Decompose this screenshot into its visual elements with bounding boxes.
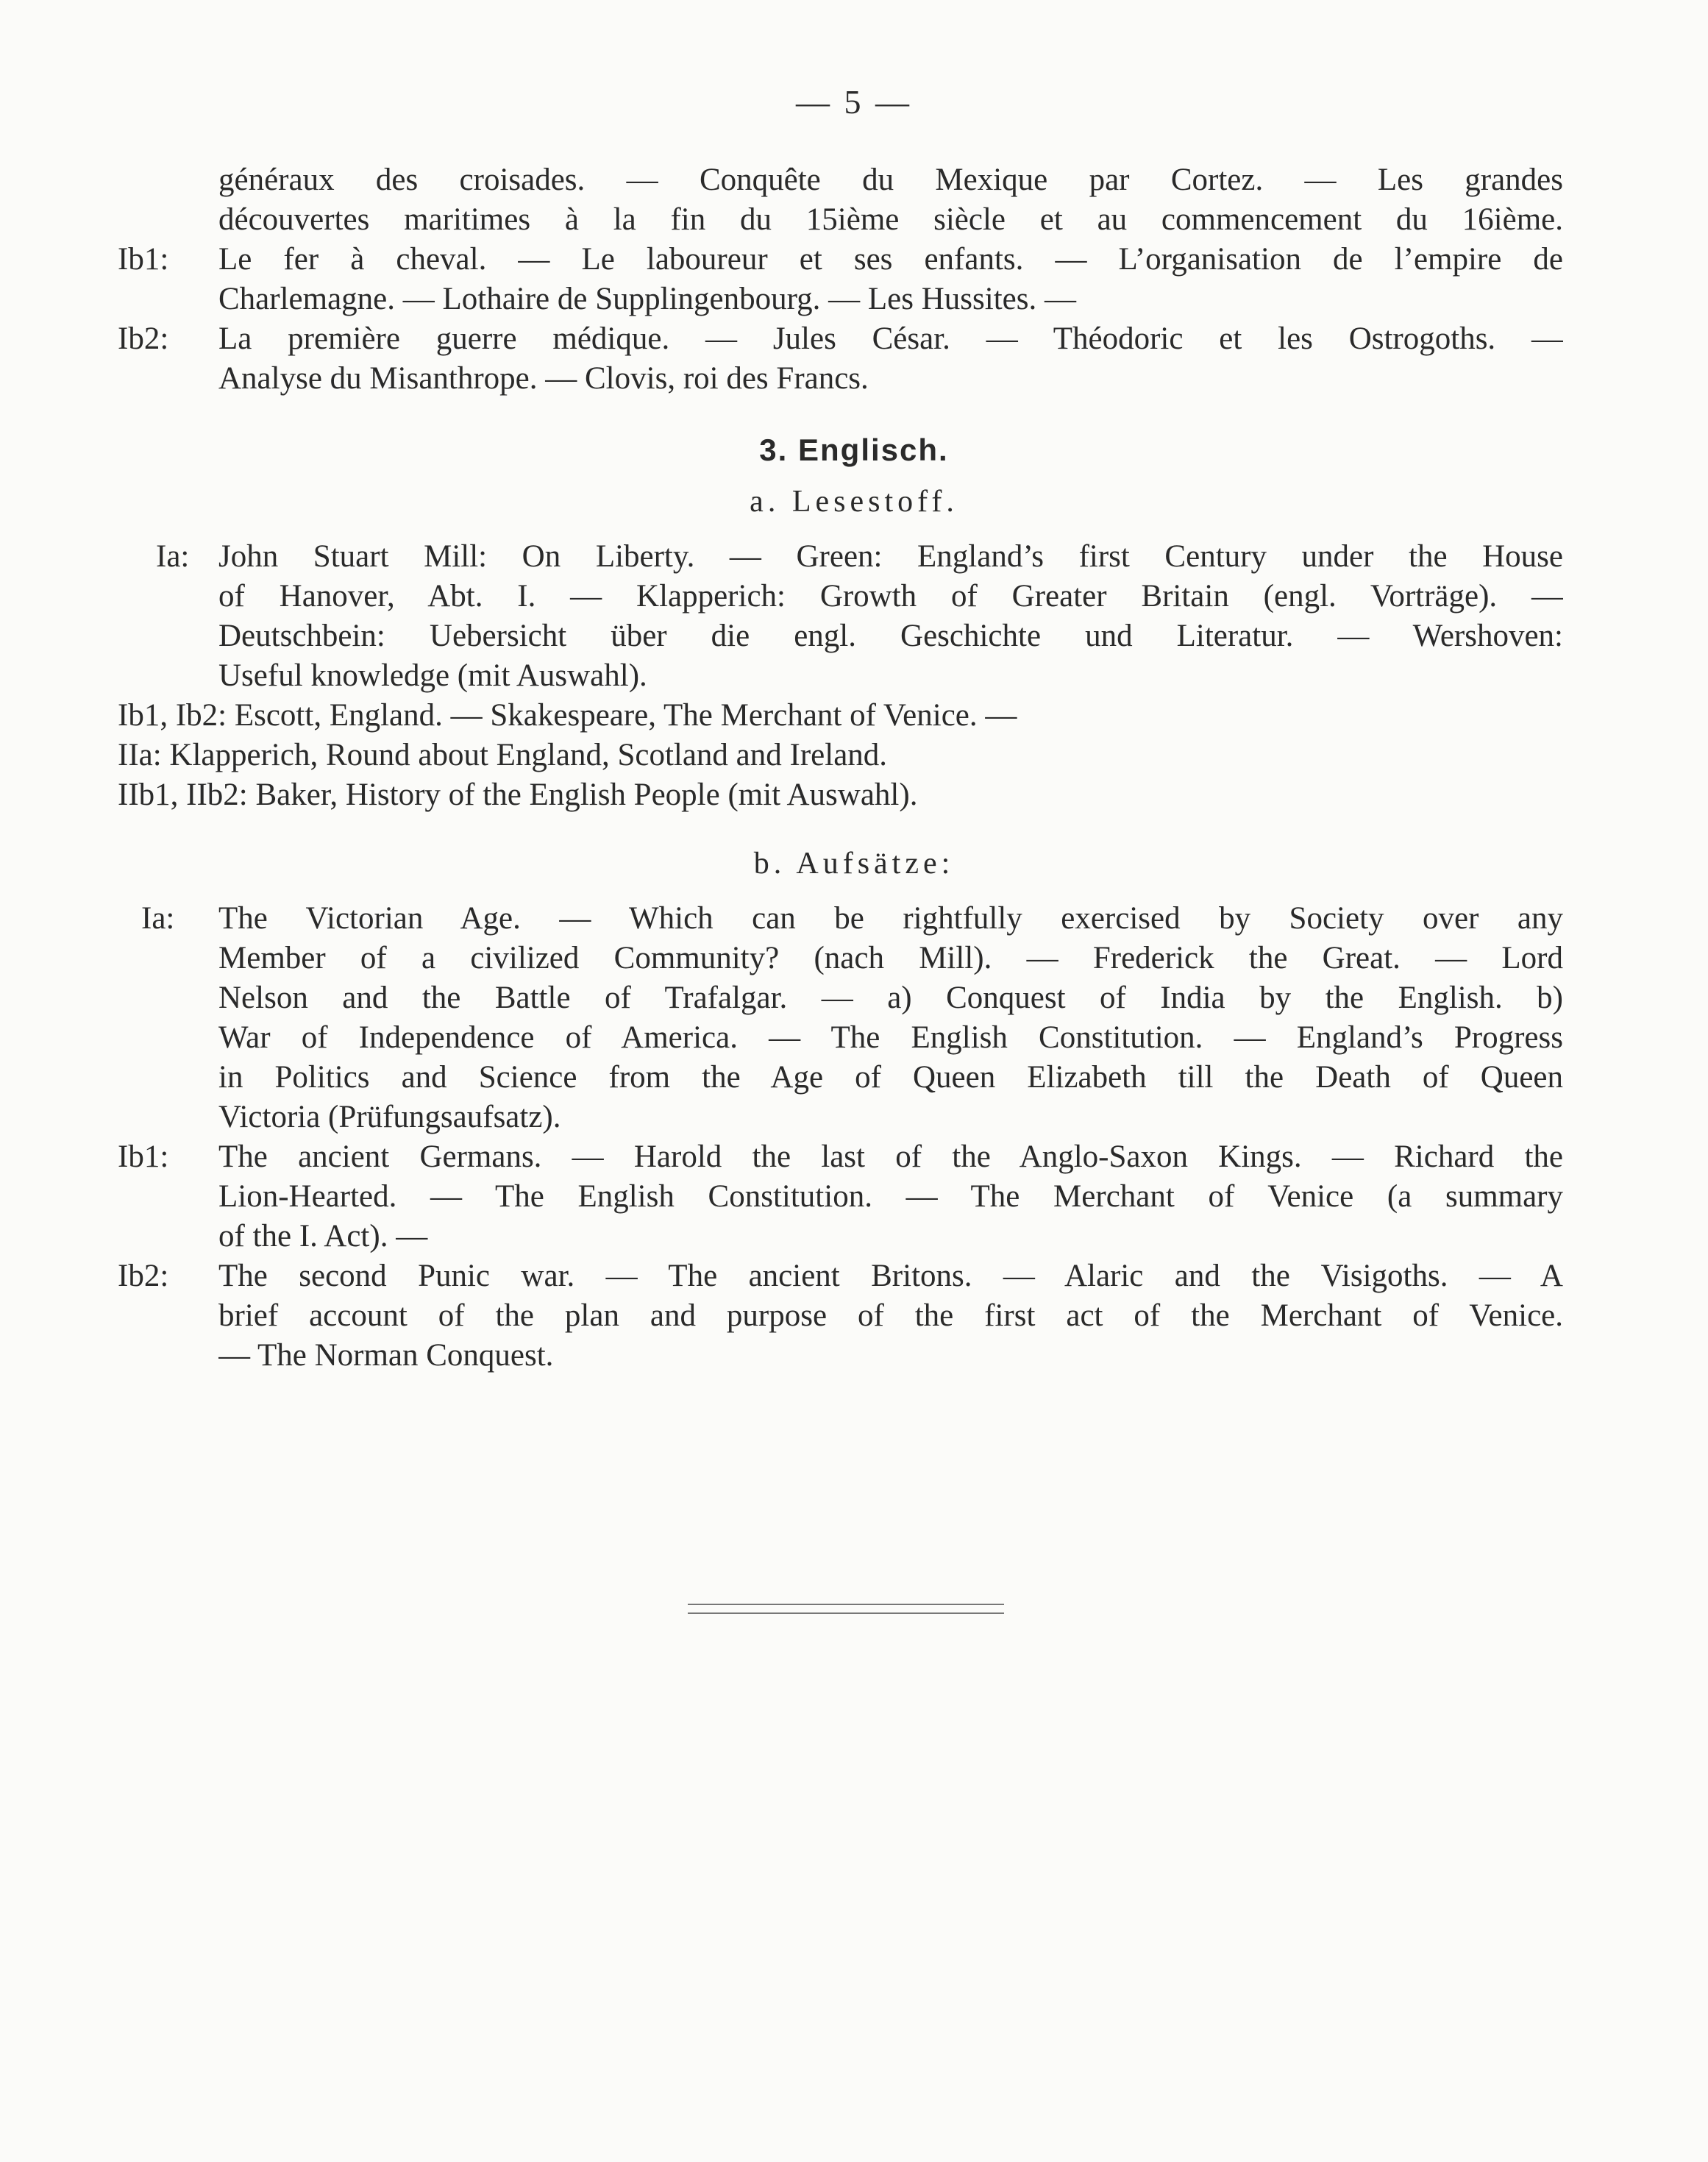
text-line: — The Norman Conquest. [218,1338,554,1373]
class-label: Ib1: [118,1139,169,1174]
text-line: in Politics and Science from the Age of Queen Elizabeth till the Death of Queen [218,1060,1563,1095]
text-line: The ancient Germans. — Harold the last of the Anglo-Saxon Kings. — Richard the [218,1139,1563,1174]
english-essay-list [118,899,1563,1376]
text-line: Useful knowledge (mit Auswahl). [218,658,647,693]
text-line: John Stuart Mill: On Liberty. — Green: England’s first Century under the House [218,539,1563,574]
text-line: Analyse du Misanthrope. — Clovis, roi des Francs. [218,361,869,396]
class-entry [118,1137,1563,1256]
text-line: of Hanover, Abt. I. — Klapperich: Growth of Greater Britain (engl. Vorträge). — [218,579,1563,614]
text-line: Le fer à cheval. — Le laboureur et ses enfants. — L’organisation de l’empire de [218,242,1563,277]
class-entry [118,537,1563,696]
class-entry [118,736,1563,775]
class-entry [118,696,1563,736]
text-line: Klapperich, Round about England, Scotland and Ireland. [169,738,888,772]
subsection-heading-essays: b. Aufsätze: [753,847,955,881]
text-line: of the I. Act). — [218,1219,428,1254]
french-reading-continuation [118,160,1563,399]
class-label: Ia: [141,901,175,936]
section-heading: 3. Englisch. [759,433,949,467]
class-entry [118,240,1563,319]
text-line: Victoria (Prüfungsaufsatz). [218,1100,561,1134]
text-line: The second Punic war. — The ancient Britons. — Alaric and the Visigoths. — A [218,1259,1563,1293]
text-line: Escott, England. — Skakespeare, The Merchant of Venice. — [234,698,1017,733]
class-label: Ib2: [118,321,169,356]
text-line: War of Independence of America. — The English Constitution. — England’s Progress [218,1020,1563,1055]
text-line: The Victorian Age. — Which can be rightfully exercised by Society over any [218,901,1563,936]
text-line: Nelson and the Battle of Trafalgar. — a) Conquest of India by the English. b) [218,981,1563,1015]
text-line: La première guerre médique. — Jules César. — Théodoric et les Ostrogoths. — [218,321,1563,356]
text-line: brief account of the plan and purpose of the first act of the Merchant of Venice. [218,1298,1563,1333]
class-entry [118,899,1563,1137]
class-label: Ia: [156,539,190,574]
text-line: Charlemagne. — Lothaire de Supplingenbourg. — Les Hussites. — [218,282,1076,316]
text-line: Baker, History of the English People (mit Auswahl). [255,778,918,812]
class-label: IIa: [118,738,162,772]
text-line: Deutschbein: Uebersicht über die engl. Geschichte und Literatur. — Wershoven: [218,619,1563,653]
class-label: IIb1, IIb2: [118,778,248,812]
subsection-heading-reading: a. Lesestoff. [750,485,958,519]
text-line: Member of a civilized Community? (nach Mill). — Frederick the Great. — Lord [218,941,1563,975]
english-reading-list [118,537,1563,815]
class-label: Ib1, Ib2: [118,698,227,733]
class-entry [118,319,1563,399]
class-label: Ib1: [118,242,169,277]
text-line: Lion-Hearted. — The English Constitution. — The Merchant of Venice (a summary [218,1179,1563,1214]
class-label: Ib2: [118,1259,169,1293]
text-line: découvertes maritimes à la fin du 15ième siècle et au commencement du 16ième. [218,202,1563,237]
class-entry [118,1256,1563,1376]
end-rule-divider [688,1604,1004,1614]
page-number: — 5 — [796,83,912,121]
class-entry [118,775,1563,815]
continuation-paragraph [118,160,1563,240]
text-line: généraux des croisades. — Conquête du Mexique par Cortez. — Les grandes [218,163,1563,197]
